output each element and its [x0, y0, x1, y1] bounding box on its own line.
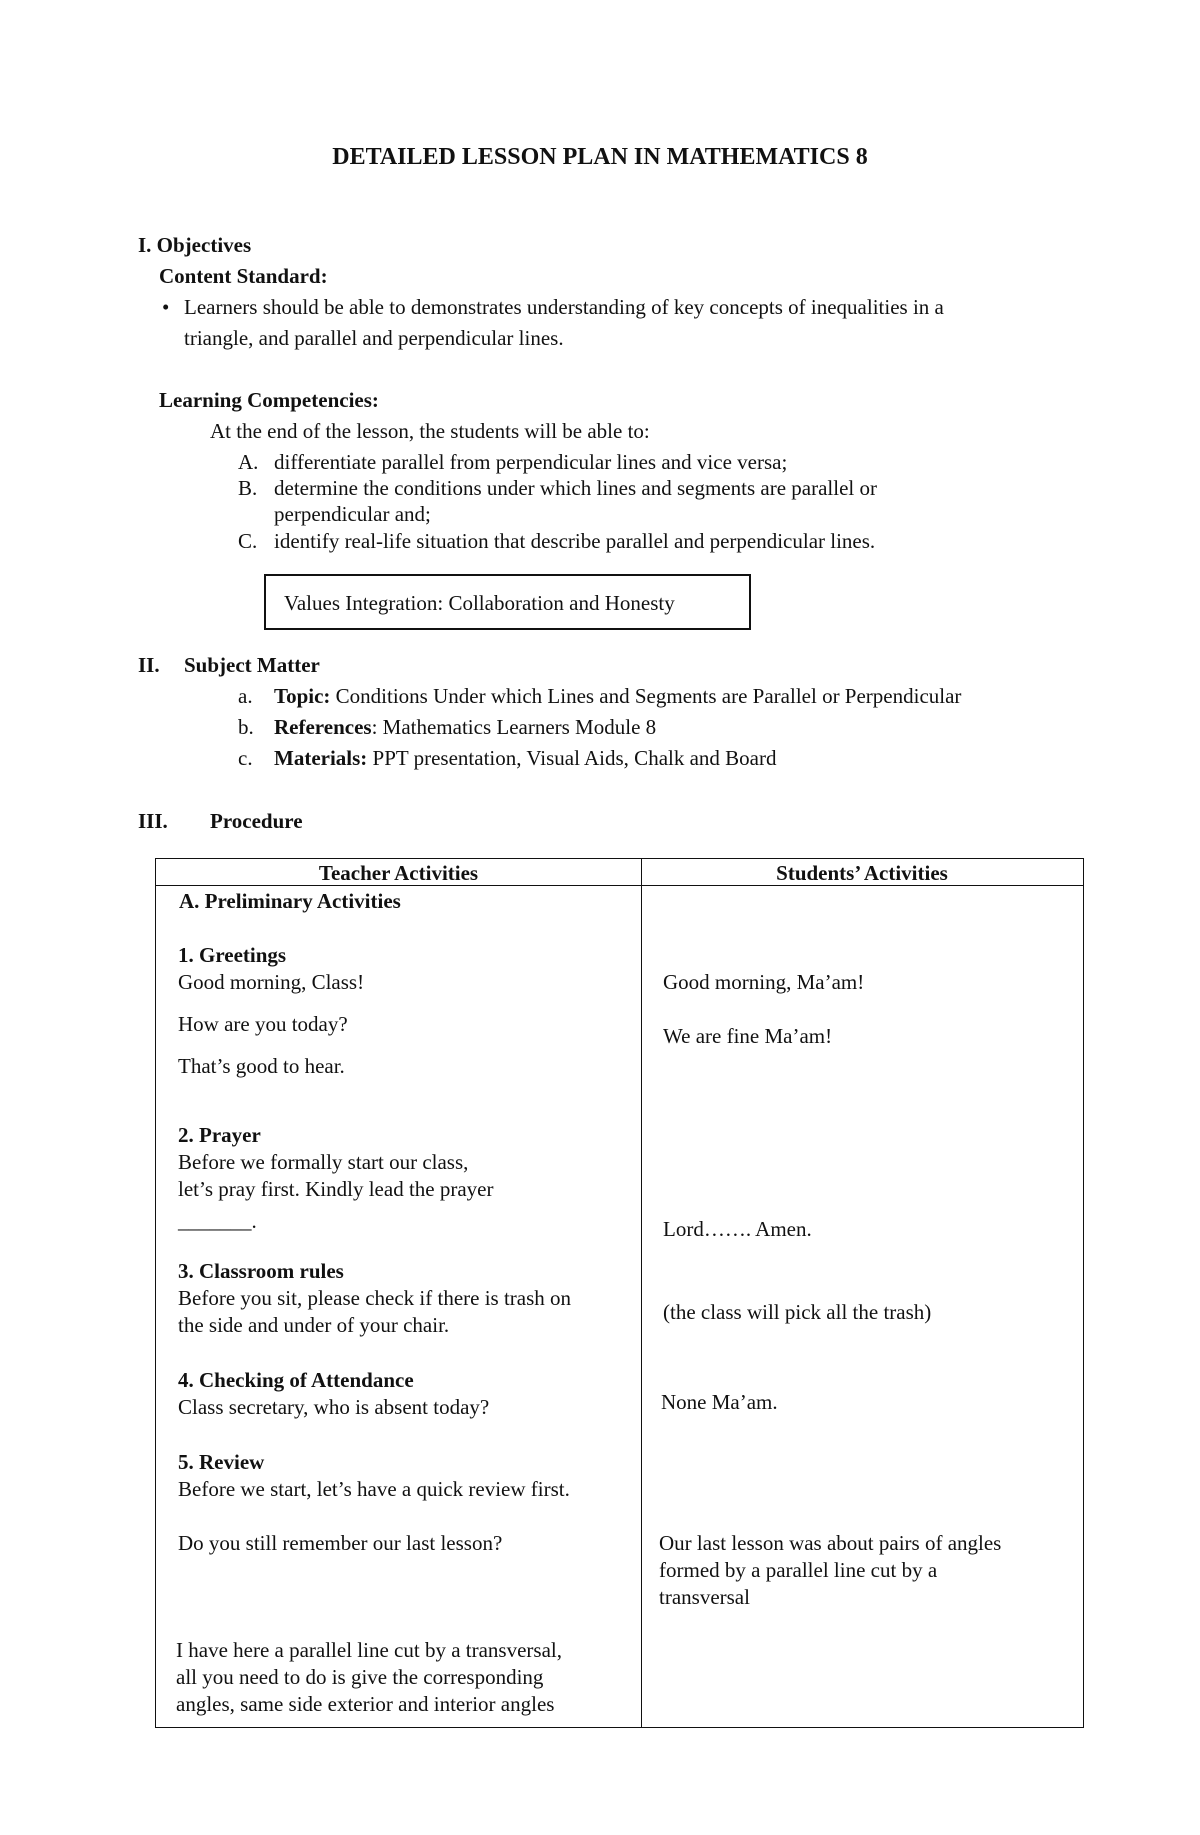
subject-matter-numeral: II. — [138, 653, 160, 677]
subject-item-label: References — [274, 715, 372, 739]
teacher-line: That’s good to hear. — [178, 1054, 345, 1078]
subject-item-text: : Mathematics Learners Module 8 — [371, 715, 657, 739]
students-activities-header: Students’ Activities — [776, 861, 948, 885]
teacher-line: Before we start, let’s have a quick review first. — [178, 1477, 570, 1501]
procedure-table — [155, 858, 1084, 1728]
content-standard-line-2: triangle, and parallel and perpendicular lines. — [184, 326, 564, 350]
subject-item-marker: a. — [238, 684, 253, 708]
review-heading: 5. Review — [178, 1450, 265, 1474]
procedure-heading: Procedure — [210, 809, 303, 833]
teacher-line: the side and under of your chair. — [178, 1313, 450, 1337]
teacher-line: let’s pray first. Kindly lead the prayer — [178, 1177, 494, 1201]
values-integration-text: Values Integration: Collaboration and Honesty — [284, 591, 675, 615]
student-line: Good morning, Ma’am! — [663, 970, 865, 994]
subject-matter-heading: Subject Matter — [184, 653, 320, 677]
teacher-line: Before we formally start our class, — [178, 1150, 469, 1174]
column-divider — [641, 859, 642, 1727]
student-line: (the class will pick all the trash) — [663, 1300, 932, 1324]
competencies-label: Learning Competencies: — [159, 388, 379, 412]
teacher-line: all you need to do is give the corresponding — [176, 1665, 544, 1689]
student-line: Lord……. Amen. — [663, 1217, 812, 1241]
student-line: transversal — [659, 1585, 750, 1609]
teacher-line: _______. — [178, 1209, 257, 1233]
competency-text: identify real-life situation that describe parallel and perpendicular lines. — [274, 529, 876, 553]
competency-marker: C. — [238, 529, 258, 553]
subject-item-label: Materials: — [274, 746, 368, 770]
subject-item-materials — [274, 745, 777, 772]
subject-item-references — [274, 714, 656, 741]
competency-text: determine the conditions under which lines and segments are parallel or — [274, 476, 877, 500]
procedure-numeral: III. — [138, 809, 168, 833]
teacher-line: angles, same side exterior and interior angles — [176, 1692, 555, 1716]
competency-text: differentiate parallel from perpendicular lines and vice versa; — [274, 450, 788, 474]
subject-item-marker: b. — [238, 715, 254, 739]
subject-item-topic — [274, 683, 961, 710]
page-title: DETAILED LESSON PLAN IN MATHEMATICS 8 — [332, 144, 868, 170]
content-standard-label: Content Standard: — [159, 264, 328, 288]
teacher-line: I have here a parallel line cut by a transversal, — [176, 1638, 562, 1662]
student-line: formed by a parallel line cut by a — [659, 1558, 938, 1582]
teacher-activities-header: Teacher Activities — [318, 861, 479, 885]
prayer-heading: 2. Prayer — [178, 1123, 261, 1147]
competencies-intro: At the end of the lesson, the students will be able to: — [210, 419, 650, 443]
subject-item-text: PPT presentation, Visual Aids, Chalk and Board — [367, 746, 777, 770]
competency-marker: A. — [238, 450, 259, 474]
subject-item-marker: c. — [238, 746, 253, 770]
objectives-heading: I. Objectives — [138, 233, 252, 257]
competency-marker: B. — [238, 476, 258, 500]
teacher-line: Before you sit, please check if there is trash on — [178, 1286, 572, 1310]
subject-item-text: Conditions Under which Lines and Segments are Parallel or Perpendicular — [330, 684, 962, 708]
teacher-line: Class secretary, who is absent today? — [178, 1395, 490, 1419]
teacher-line: How are you today? — [178, 1012, 348, 1036]
values-integration-box — [264, 574, 751, 630]
content-standard-line-1: Learners should be able to demonstrates understanding of key concepts of inequalities in a — [184, 295, 944, 319]
classroom-rules-heading: 3. Classroom rules — [178, 1259, 344, 1283]
attendance-heading: 4. Checking of Attendance — [178, 1368, 414, 1392]
preliminary-activities-heading: A. Preliminary Activities — [179, 889, 401, 913]
bullet-icon: • — [162, 295, 170, 319]
subject-item-label: Topic: — [274, 684, 331, 708]
student-line: We are fine Ma’am! — [663, 1024, 833, 1048]
teacher-line: Do you still remember our last lesson? — [178, 1531, 503, 1555]
student-line: None Ma’am. — [661, 1390, 778, 1414]
student-line: Our last lesson was about pairs of angles — [659, 1531, 1002, 1555]
greetings-heading: 1. Greetings — [178, 943, 287, 967]
teacher-line: Good morning, Class! — [178, 970, 365, 994]
competency-text: perpendicular and; — [274, 502, 431, 526]
